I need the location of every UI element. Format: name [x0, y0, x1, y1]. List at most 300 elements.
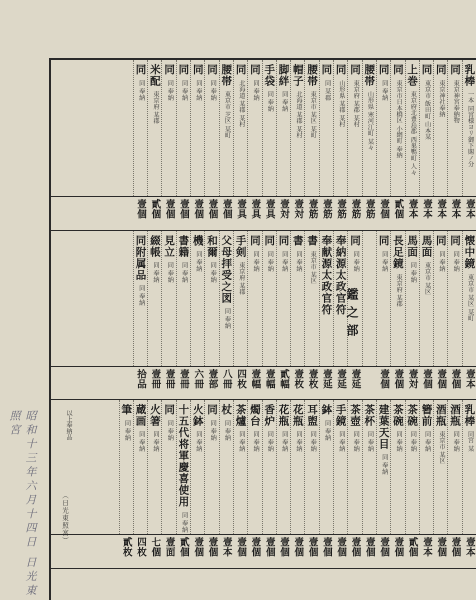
- entry-name: 馬面: [420, 235, 433, 258]
- entry-donor-note: 同 奉納: [237, 431, 245, 452]
- entry-column: [419, 231, 433, 366]
- entry-column: [262, 60, 276, 196]
- quantity-cell: [304, 197, 318, 231]
- entry-donor-note: 同 奉納: [423, 431, 431, 452]
- entry-name: 腰帯: [363, 64, 376, 87]
- quantity-cell: [262, 367, 276, 401]
- entry-donor-note: 同 奉納: [366, 431, 374, 452]
- entry-quantity: 壹筋: [349, 199, 361, 219]
- entry-quantity: 壹枚: [306, 369, 318, 389]
- entry-quantity: 壹個: [235, 537, 247, 557]
- quantity-cell: [390, 367, 404, 401]
- entry-quantity: 壹個: [163, 199, 175, 219]
- entry-name: 花瓶: [277, 404, 290, 427]
- quantity-cell: [147, 197, 161, 231]
- entry-quantity: 壹面: [163, 537, 175, 557]
- entry-column: [147, 60, 161, 196]
- entry-name: 茶爐: [234, 404, 247, 427]
- entry-column: [405, 400, 419, 534]
- entry-name: 見立: [163, 235, 176, 258]
- entry-donor-note: 一本 同宮様ヨリ御下賜ノ分: [466, 91, 474, 168]
- quantity-cell: [333, 367, 347, 401]
- entry-column: [176, 231, 190, 366]
- quantity-cell: [419, 367, 433, 401]
- quantity-cell: [419, 197, 433, 231]
- entry-quantity: 壹筋: [320, 199, 332, 219]
- entry-column: [176, 400, 190, 534]
- entry-column: [462, 60, 476, 196]
- entry-name: 馬面: [406, 235, 419, 258]
- entry-quantity: 壹冊: [177, 369, 189, 389]
- entry-name: 同: [449, 64, 462, 76]
- entry-donor-note: 同 奉納: [380, 454, 388, 475]
- entry-quantity: 壹延: [335, 369, 347, 389]
- bottom-section: [51, 400, 476, 534]
- entry-quantity: 壹対: [277, 199, 289, 219]
- entry-name: 同附属品: [134, 235, 147, 281]
- entry-name: 建葉天目: [377, 404, 390, 450]
- margin-handwriting: 昭和十三年六月十四日 日光東照宮: [8, 410, 37, 599]
- entry-name: 同: [263, 235, 276, 247]
- entry-donor-note: 同 奉納: [266, 91, 274, 112]
- quantity-cell: [133, 535, 147, 569]
- entry-quantity: 壹本: [406, 199, 418, 219]
- entry-quantity: 壹個: [263, 537, 275, 557]
- footer-stamp: （日光東照宮）: [61, 492, 69, 545]
- quantity-cell: [204, 535, 218, 569]
- entry-donor-note: 同 奉納: [437, 250, 445, 272]
- entry-donor-note: 同 奉納: [280, 431, 288, 452]
- entry-name: 同: [434, 235, 447, 247]
- entry-donor-note: 同 奉納: [452, 250, 460, 272]
- entry-quantity: 壹具: [263, 199, 275, 219]
- quantity-cell: [161, 197, 175, 231]
- quantity-cell: [190, 535, 204, 569]
- quantity-cell: [147, 535, 161, 569]
- entry-column: [362, 400, 376, 534]
- entry-quantity: 壹具: [235, 199, 247, 219]
- entry-quantity: 壹筋: [363, 199, 375, 219]
- entry-name: 帽子: [291, 64, 304, 87]
- entry-name: 長足鏡: [391, 235, 404, 270]
- entry-name: 機: [191, 235, 204, 247]
- bottom-quantity-band: [51, 535, 476, 569]
- entry-quantity: 壹延: [320, 369, 332, 389]
- entry-donor-note: 同 奉納: [137, 79, 145, 101]
- entry-quantity: 壹個: [392, 369, 404, 389]
- entry-column: [405, 231, 419, 366]
- entry-donor-note: 同 某郡: [323, 79, 331, 101]
- entry-quantity: 壹本: [220, 537, 232, 557]
- entry-name: 十五代将軍慶喜使用: [177, 404, 190, 508]
- entry-donor-note: 東京府 某郡: [152, 91, 160, 124]
- quantity-cell: [247, 367, 261, 401]
- entry-name: 同: [420, 64, 433, 76]
- entry-column: [390, 400, 404, 534]
- quantity-cell: [133, 197, 147, 231]
- entry-donor-note: 東京市 某区 某町: [466, 273, 474, 321]
- entry-quantity: 壹個: [320, 537, 332, 557]
- entry-donor-note: 山形県 某郡 某村: [337, 79, 345, 127]
- quantity-cell: [390, 197, 404, 231]
- entry-donor-note: 同 奉納: [337, 431, 345, 452]
- entry-name: 同: [434, 64, 447, 76]
- entry-donor-note: 山形県 寒河江町 某々: [366, 91, 374, 151]
- entry-column: [304, 400, 318, 534]
- entry-name: 酒瓶: [449, 404, 462, 427]
- quantity-cell: [161, 535, 175, 569]
- entry-column: [233, 400, 247, 534]
- entry-quantity: 壹本: [420, 199, 432, 219]
- quantity-cell: [362, 367, 376, 401]
- entry-donor-note: 東京市 某区: [437, 431, 445, 464]
- entry-name: 同: [348, 235, 361, 247]
- quantity-cell: [190, 367, 204, 401]
- entry-quantity: 壹個: [206, 537, 218, 557]
- entry-name: 同: [377, 235, 390, 247]
- entry-column: [290, 231, 304, 366]
- quantity-cell: [362, 197, 376, 231]
- entry-donor-note: 同 奉納: [223, 308, 231, 329]
- entry-column: [133, 400, 147, 534]
- entry-name: 同: [377, 64, 390, 76]
- entry-column: [276, 231, 290, 366]
- entry-column: [447, 231, 461, 366]
- entry-quantity: 壹本: [463, 369, 475, 389]
- entry-donor-note: 同 奉納: [266, 431, 274, 452]
- quantity-cell: [233, 367, 247, 401]
- entry-column: [147, 400, 161, 534]
- top-quantity-band: [51, 197, 476, 231]
- entry-quantity: 貳個: [149, 199, 161, 219]
- entry-column: [147, 231, 161, 366]
- entry-donor-note: 同 奉納: [223, 419, 231, 441]
- entry-quantity: 壹枚: [292, 369, 304, 389]
- quantity-cell: [433, 535, 447, 569]
- entry-name: 杖: [220, 404, 233, 416]
- entry-name: 同: [391, 64, 404, 76]
- quantity-cell: [262, 197, 276, 231]
- entry-column: [190, 60, 204, 196]
- entry-quantity: 貳個: [177, 537, 189, 557]
- entry-column: [176, 60, 190, 196]
- entry-name: 火鉢: [191, 404, 204, 427]
- entry-column: [133, 60, 147, 196]
- quantity-cell: [176, 197, 190, 231]
- quantity-cell: [405, 197, 419, 231]
- entry-donor-note: 同 奉納: [252, 250, 260, 272]
- entry-name: 上巻: [406, 64, 419, 87]
- entry-column: [319, 60, 333, 196]
- entry-name: 手袋: [263, 64, 276, 87]
- entry-name: 火箸: [148, 404, 161, 427]
- quantity-cell: [405, 367, 419, 401]
- quantity-cell: [333, 197, 347, 231]
- quantity-cell: [176, 367, 190, 401]
- entry-donor-note: 同 奉納: [209, 419, 217, 441]
- quantity-cell: [276, 197, 290, 231]
- entry-name: 花瓶: [291, 404, 304, 427]
- entry-name: 懐中鏡: [463, 235, 476, 270]
- entry-donor-note: 東京神宮奉納物: [452, 79, 460, 123]
- entry-name: 茶杯: [363, 404, 376, 427]
- quantity-cell: [376, 197, 390, 231]
- entry-name: 茶碗: [391, 404, 404, 427]
- quantity-cell: [176, 535, 190, 569]
- entry-quantity: 壹本: [463, 537, 475, 557]
- entry-donor-note: 同 奉納: [323, 419, 331, 441]
- entry-quantity: 壹個: [378, 537, 390, 557]
- entry-name: 同: [320, 64, 333, 76]
- entry-name: 同: [449, 235, 462, 247]
- quantity-cell: [290, 535, 304, 569]
- middle-section: [51, 231, 476, 366]
- quantity-cell: [233, 535, 247, 569]
- quantity-cell: [405, 535, 419, 569]
- entry-name: 同: [334, 64, 347, 76]
- entry-donor-note: 同 奉納: [352, 431, 360, 452]
- entry-donor-note: 同 奉納: [452, 431, 460, 452]
- entry-column: [347, 60, 361, 196]
- entry-donor-note: 同 奉納: [137, 431, 145, 452]
- quantity-cell: [433, 367, 447, 401]
- quantity-cell: [219, 535, 233, 569]
- quantity-cell: [462, 367, 476, 401]
- entry-column: [376, 60, 390, 196]
- quantity-cell: [319, 367, 333, 401]
- entry-name: 脚絆: [277, 64, 290, 87]
- quantity-cell: [276, 535, 290, 569]
- entry-quantity: 壹本: [463, 199, 475, 219]
- entry-name: 燭台: [248, 404, 261, 427]
- entry-column: [161, 231, 175, 366]
- entry-column: [204, 400, 218, 534]
- entry-name: 簪前: [420, 404, 433, 427]
- quantity-cell: [219, 197, 233, 231]
- entry-column: [233, 60, 247, 196]
- entry-quantity: 壹冊: [163, 369, 175, 389]
- entry-donor-note: 同 奉納: [395, 431, 403, 452]
- entry-column: [247, 60, 261, 196]
- entry-name: 同: [177, 64, 190, 76]
- entry-column: [219, 231, 233, 366]
- quantity-cell: [233, 197, 247, 231]
- entry-column: [433, 400, 447, 534]
- entry-donor-note: 東京市 某区: [423, 262, 431, 295]
- entry-quantity: 壹個: [378, 369, 390, 389]
- entry-column: [319, 400, 333, 534]
- entry-column: [247, 231, 261, 366]
- entry-column: [362, 60, 376, 196]
- entry-name: 同: [248, 64, 261, 76]
- entry-name: 茶壺: [348, 404, 361, 427]
- entry-donor-note: 同 奉納: [209, 79, 217, 101]
- entry-column: [462, 400, 476, 534]
- entry-column: [319, 231, 333, 366]
- entry-quantity: 壹対: [292, 199, 304, 219]
- entry-column: [419, 400, 433, 534]
- entry-donor-note: 同 奉納: [252, 79, 260, 101]
- entry-column: [219, 60, 233, 196]
- entry-donor-note: 同 奉納: [180, 511, 188, 533]
- entry-quantity: 壹個: [435, 537, 447, 557]
- entry-name: 耳盥: [306, 404, 319, 427]
- entry-donor-note: 同 奉納: [409, 431, 417, 452]
- entry-donor-note: 東京府 某郡: [395, 273, 403, 307]
- quantity-cell: [462, 535, 476, 569]
- entry-quantity: 壹延: [349, 369, 361, 389]
- entry-name: 同: [248, 235, 261, 247]
- entry-quantity: 壹個: [363, 537, 375, 557]
- entry-quantity: 壹個: [177, 199, 189, 219]
- entry-donor-note: 東京府 某郡 某村: [352, 79, 360, 127]
- top-section: [51, 60, 476, 196]
- quantity-cell: [161, 367, 175, 401]
- quantity-cell: [247, 535, 261, 569]
- entry-name: 手鏡: [334, 404, 347, 427]
- entry-quantity: 壹対: [406, 369, 418, 389]
- entry-quantity: 壹個: [192, 537, 204, 557]
- entry-column: [204, 231, 218, 366]
- entry-donor-note: 東京市日本橋区 小網町 奉納: [395, 79, 403, 158]
- entry-donor-note: 北海道 某郡 某村: [237, 79, 245, 127]
- quantity-cell: [333, 535, 347, 569]
- entry-name: 同: [277, 235, 290, 247]
- quantity-cell: [447, 535, 461, 569]
- entry-name: 手剣: [234, 235, 247, 258]
- entry-column: [276, 60, 290, 196]
- entry-donor-note: 同 奉納: [209, 262, 217, 283]
- entry-name: 同: [206, 64, 218, 76]
- quantity-cell: [147, 367, 161, 401]
- entry-name: 書: [306, 235, 319, 247]
- entry-quantity: 壹個: [449, 537, 461, 557]
- entry-quantity: 壹個: [292, 537, 304, 557]
- entry-column: [433, 60, 447, 196]
- quantity-cell: [362, 535, 376, 569]
- entry-donor-note: 同 奉納: [166, 262, 174, 283]
- quantity-cell: [447, 367, 461, 401]
- entry-donor-note: 同 奉納: [166, 79, 174, 101]
- quantity-cell: [347, 197, 361, 231]
- entry-name: 腰帯: [220, 64, 233, 87]
- entry-column: [204, 60, 218, 196]
- entry-donor-note: 東京市 芝区 某町: [223, 91, 231, 139]
- quantity-cell: [376, 535, 390, 569]
- middle-quantity-band: [51, 367, 476, 401]
- entry-donor-note: 同 奉納: [194, 431, 202, 452]
- quantity-cell: [447, 197, 461, 231]
- entry-name: 書: [291, 235, 304, 247]
- entry-name: 米配: [148, 64, 161, 87]
- quantity-cell: [390, 535, 404, 569]
- entry-quantity: 壹個: [378, 199, 390, 219]
- entry-column: [447, 400, 461, 534]
- entry-column: [290, 400, 304, 534]
- entry-quantity: 壹筋: [335, 199, 347, 219]
- entry-donor-note: 東京府北豊島郡 西巣鴨町 人々: [409, 91, 417, 176]
- entry-name: 蔵画: [134, 404, 147, 427]
- quantity-cell: [219, 367, 233, 401]
- entry-donor-note: 東京市 飯田町 山本某: [423, 79, 431, 140]
- quantity-cell: [304, 535, 318, 569]
- quantity-cell: [319, 197, 333, 231]
- entry-donor-note: 同 奉納: [123, 419, 131, 441]
- entry-column: [119, 400, 133, 534]
- entry-quantity: 壹個: [392, 537, 404, 557]
- entry-column: [419, 60, 433, 196]
- entry-column: [133, 231, 147, 366]
- quantity-cell: [204, 197, 218, 231]
- entry-quantity: 七個: [149, 537, 161, 557]
- entry-quantity: 拾品: [135, 369, 147, 389]
- bracket-note: 以上奉納品: [65, 410, 72, 440]
- quantity-cell: [347, 367, 361, 401]
- quantity-cell: [204, 367, 218, 401]
- entry-quantity: 貳個: [406, 537, 418, 557]
- entry-column: [347, 400, 361, 534]
- entry-column: [276, 400, 290, 534]
- entry-quantity: 壹個: [206, 199, 218, 219]
- entry-donor-note: 同 奉納: [180, 79, 188, 101]
- entry-quantity: 四枚: [135, 537, 147, 557]
- entry-donor-note: 東京市 某区 某町: [309, 91, 317, 139]
- entry-quantity: 壹個: [306, 537, 318, 557]
- quantity-cell: [419, 535, 433, 569]
- entry-donor-note: 同 奉納: [152, 431, 160, 452]
- entry-quantity: 壹個: [220, 199, 232, 219]
- entry-donor-note: 同 奉納: [180, 262, 188, 283]
- entry-column: [447, 60, 461, 196]
- entry-donor-note: 同 奉納: [194, 79, 202, 101]
- entry-column: [304, 60, 318, 196]
- entry-donor-note: 東京神社奉納: [437, 79, 445, 117]
- quantity-cell: [319, 535, 333, 569]
- entry-column: [362, 231, 376, 366]
- entry-name: 和爾: [206, 235, 218, 258]
- entry-column: [376, 231, 390, 366]
- entry-donor-note: 同 奉納: [280, 250, 288, 272]
- entry-column: [190, 231, 204, 366]
- entry-name: 奉献源太政官符: [320, 235, 333, 316]
- entry-column: [390, 231, 404, 366]
- entry-column: [333, 400, 347, 534]
- entry-name: 筆: [120, 404, 133, 416]
- entry-quantity: 壹個: [435, 369, 447, 389]
- quantity-cell: [290, 197, 304, 231]
- entry-name: 茶碗: [406, 404, 419, 427]
- entry-quantity: 壹個: [449, 369, 461, 389]
- entry-name: 同: [163, 64, 176, 76]
- entry-donor-note: 同 奉納: [166, 419, 174, 441]
- entry-column: [376, 400, 390, 534]
- quantity-cell: [462, 197, 476, 231]
- entry-donor-note: 同 奉納: [194, 250, 202, 272]
- entry-name: 同: [234, 64, 247, 76]
- entry-name: 同: [134, 64, 147, 76]
- entry-donor-note: 同 奉納: [152, 262, 160, 283]
- section-title: 鑑之部: [345, 288, 359, 342]
- entry-name: 同: [348, 64, 361, 76]
- entry-quantity: 貳個: [392, 199, 404, 219]
- entry-name: 乳棒: [463, 404, 476, 427]
- entry-column: [390, 60, 404, 196]
- quantity-cell: [133, 367, 147, 401]
- entry-name: 同: [191, 64, 204, 76]
- entry-column: [262, 231, 276, 366]
- entry-column: [462, 231, 476, 366]
- entry-quantity: 四枚: [235, 369, 247, 389]
